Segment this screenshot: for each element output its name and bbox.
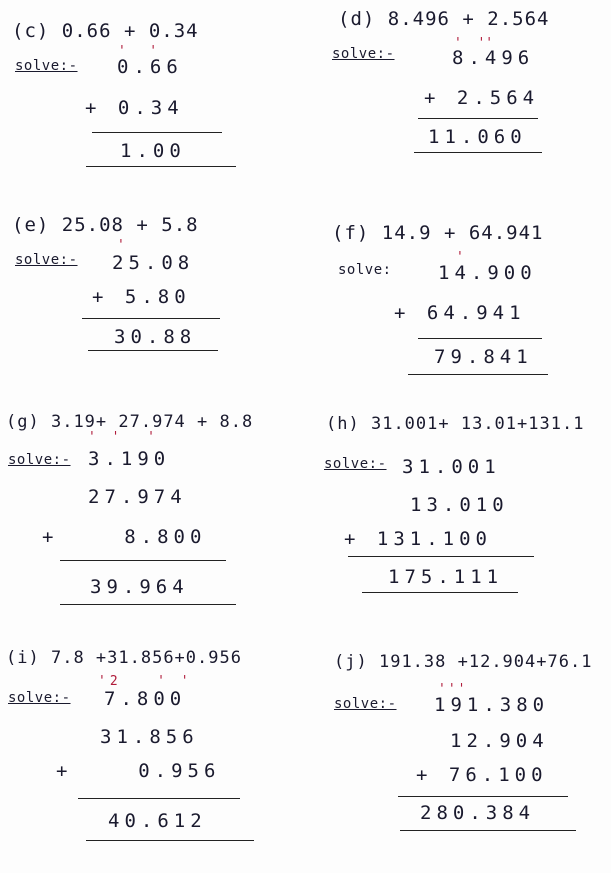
solve-label: solve:-	[15, 252, 78, 268]
result-underline	[60, 604, 236, 605]
addend-line: + 2.564	[424, 87, 540, 109]
solve-label: solve:	[338, 262, 392, 278]
sum-result: 39.964	[90, 576, 189, 598]
problem-expression: 31.001+ 13.01+131.1	[370, 414, 585, 434]
addend-line: 14.900	[438, 262, 537, 284]
result-underline	[362, 592, 518, 593]
solve-label: solve:-	[15, 58, 78, 74]
result-underline	[400, 830, 576, 831]
result-underline	[88, 350, 218, 351]
carry-marks: '''	[438, 682, 468, 697]
problem-question	[334, 652, 592, 672]
sum-rule	[60, 560, 226, 561]
problem-label: (g)	[6, 412, 40, 432]
problem-c	[0, 0, 300, 210]
problem-j	[310, 640, 610, 850]
addend-line: 8.496	[452, 47, 535, 69]
addend-line: + 76.100	[416, 764, 548, 786]
sum-result: 175.111	[388, 566, 504, 588]
problem-question	[12, 214, 199, 236]
addend-line: + 0.956	[56, 760, 221, 782]
sum-rule	[418, 338, 542, 339]
addend-line: 31.856	[100, 726, 199, 748]
problem-question	[6, 648, 242, 668]
addend-line: 191.380	[434, 694, 550, 716]
result-underline	[86, 166, 236, 167]
problem-expression: 7.8 +31.856+0.956	[50, 648, 242, 668]
problem-expression: 0.66 + 0.34	[61, 20, 199, 42]
carry-marks: ' ''	[454, 36, 494, 51]
problem-label: (i)	[6, 648, 40, 668]
addend-line: 13.010	[410, 494, 509, 516]
problem-g	[0, 400, 300, 610]
sum-result: 11.060	[428, 126, 527, 148]
problem-question	[332, 222, 544, 244]
addend-line: 0.66	[117, 56, 183, 78]
sum-rule	[418, 118, 538, 119]
addend-line: + 8.800	[42, 526, 207, 548]
problem-question	[12, 20, 199, 42]
solve-label: solve:-	[332, 46, 395, 62]
problem-label: (e)	[12, 214, 50, 236]
result-underline	[414, 152, 542, 153]
sum-result: 79.841	[434, 346, 533, 368]
sum-result: 1.00	[120, 140, 186, 162]
problem-e	[0, 200, 300, 410]
addend-line: + 5.80	[92, 286, 191, 308]
sum-rule	[82, 318, 220, 319]
carry-marks: ' '	[118, 44, 158, 59]
result-underline	[86, 840, 254, 841]
problem-expression: 191.38 +12.904+76.1	[378, 652, 593, 672]
sum-result: 280.384	[420, 802, 536, 824]
sum-rule	[78, 798, 240, 799]
addend-line: 12.904	[450, 730, 549, 752]
problem-label: (j)	[334, 652, 368, 672]
solve-label: solve:-	[324, 456, 387, 472]
problem-d	[310, 0, 610, 210]
addend-line: 25.08	[112, 252, 195, 274]
sum-rule	[348, 556, 534, 557]
solve-label: solve:-	[8, 452, 71, 468]
solve-label: solve:-	[8, 690, 71, 706]
problem-label: (d)	[338, 8, 376, 30]
addend-line: + 0.34	[85, 97, 184, 119]
problem-expression: 8.496 + 2.564	[387, 8, 550, 30]
sum-result: 40.612	[108, 810, 207, 832]
solve-label: solve:-	[334, 696, 397, 712]
carry-marks: '2 ' '	[98, 674, 193, 689]
addend-line: + 131.100	[344, 528, 492, 550]
carry-marks: '	[117, 238, 125, 253]
addend-line: 27.974	[88, 486, 187, 508]
problem-question	[338, 8, 550, 30]
problem-expression: 3.19+ 27.974 + 8.8	[50, 412, 254, 432]
problem-label: (c)	[12, 20, 50, 42]
addend-line: + 64.941	[394, 302, 526, 324]
addend-line: 3.190	[88, 448, 171, 470]
carry-marks: '	[456, 250, 464, 265]
problem-f	[310, 200, 610, 410]
problem-label: (h)	[326, 414, 360, 434]
problem-expression: 14.9 + 64.941	[381, 222, 544, 244]
addend-line: 7.800	[104, 688, 187, 710]
problem-question	[326, 414, 584, 434]
carry-marks: ' ' '	[88, 430, 159, 445]
problem-label: (f)	[332, 222, 370, 244]
problem-question	[6, 412, 253, 432]
problem-expression: 25.08 + 5.8	[61, 214, 199, 236]
result-underline	[408, 374, 548, 375]
addend-line: 31.001	[402, 456, 501, 478]
problem-i	[0, 640, 300, 850]
problem-h	[310, 400, 610, 610]
sum-rule	[398, 796, 568, 797]
sum-rule	[92, 132, 222, 133]
sum-result: 30.88	[114, 326, 197, 348]
